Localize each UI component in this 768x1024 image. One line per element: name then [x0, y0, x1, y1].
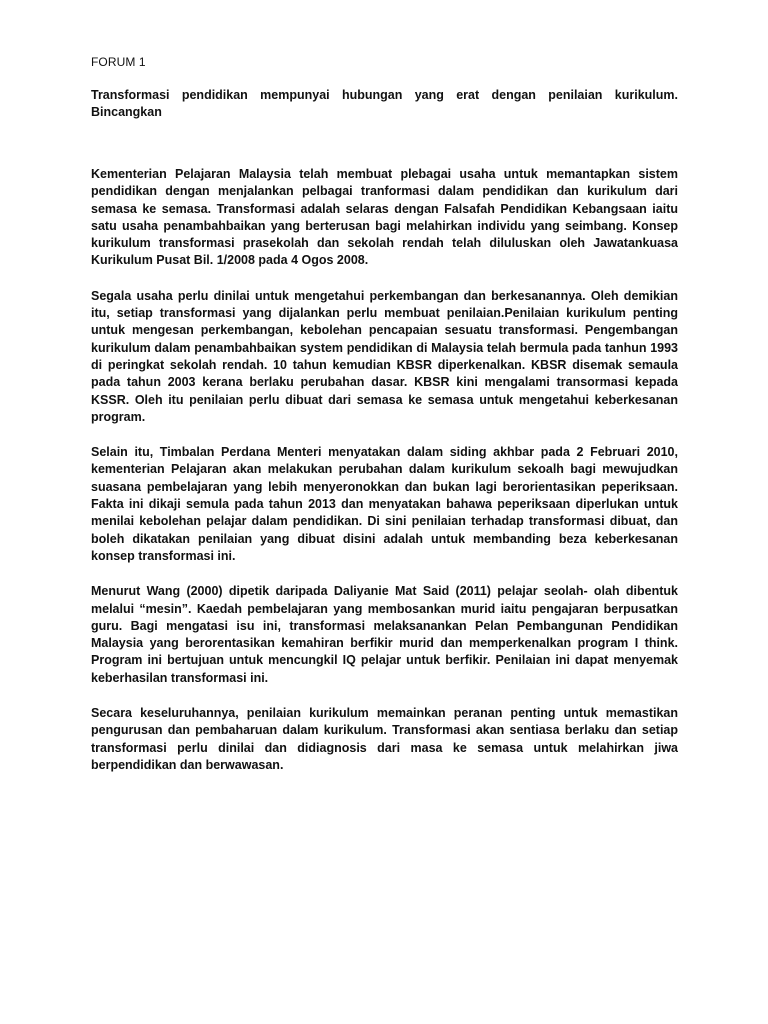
paragraph-deputy-pm: Selain itu, Timbalan Perdana Menteri menyatakan dalam siding akhbar pada 2 Februari 2010, kementerian Pelajaran akan melakukan perubahan dalam kurikulum sekoalh bagi mewujudkan suasana pembelajaran yang lebih menyeronokkan dan bukan lagi berorientasikan peperiksaan. Fakta ini dikaji semula pada tahun 2013 dan menyatakan bahawa peperiksaan diperlukan untuk menilai kebolehan pelajar dalam pendidikan. Di sini penilaian terhadap transformasi dibuat, dan boleh dikatakan penilaian yang dibuat disini adalah untuk membanding beza keberkesanan konsep transformasi ini.	[91, 445, 678, 563]
paragraph-wang: Menurut Wang (2000) dipetik daripada Daliyanie Mat Said (2011) pelajar seolah- olah dibentuk melalui “mesin”. Kaedah pembelajaran yang membosankan murid iaitu pengajaran berpusatkan guru. Bagi mengatasi isu ini, transformasi melaksanankan Pelan Pembangunan Pendidikan Malaysia yang berorentasikan kemahiran berfikir murid dan memperkenalkan program I think. Program ini bertujuan untuk mencungkil IQ pelajar untuk berfikir. Penilaian ini dapat menyemak keberhasilan transformasi ini.	[91, 584, 678, 685]
paragraph-evaluation: Segala usaha perlu dinilai untuk mengetahui perkembangan dan berkesanannya. Oleh demikian itu, setiap transformasi yang dijalankan perlu membuat penilaian.Penilaian kurikulum penting untuk mengesan perkembangan, kebolehan pencapaian sesuatu transformasi. Pengembangan kurikulum dalam penambahbaikan system pendidikan di Malaysia telah bermula pada tanhun 1993 di peringkat sekolah rendah. 10 tahun kemudian KBSR diperkenalkan. KBSR disemak semaula pada tahun 2003 kerana berlaku perubahan dasar. KBSR kini mengalami transormasi kepada KSSR. Oleh itu penilaian perlu dibuat dari semasa ke semasa untuk mengetahui keberkesanan program.	[91, 288, 678, 424]
document-body	[91, 54, 678, 792]
paragraph-conclusion: Secara keseluruhannya, penilaian kurikulum memainkan peranan penting untuk memastikan pengurusan dan pembaharuan dalam kurikulum. Transformasi akan sentiasa berlaku dan setiap transformasi perlu dinilai dan didiagnosis dari masa ke semasa untuk melahirkan jiwa berpendidikan dan berwawasan.	[91, 706, 678, 772]
forum-question: Transformasi pendidikan mempunyai hubungan yang erat dengan penilaian kurikulum. Bincangkan	[91, 88, 678, 119]
paragraph-intro: Kementerian Pelajaran Malaysia telah membuat plebagai usaha untuk memantapkan sistem pendidikan dengan menjalankan pelbagai tranformasi dalam pendidikan dan kurikulum dari semasa ke semasa. Transformasi adalah selaras dengan Falsafah Pendidikan Kebangsaan iaitu satu usaha penambahbaikan yang berterusan bagi melahirkan individu yang seimbang. Konsep kurikulum transformasi prasekolah dan sekolah rendah telah diluluskan oleh Jawatankuasa Kurikulum Pusat Bil. 1/2008 pada 4 Ogos 2008.	[91, 167, 678, 268]
forum-label: FORUM 1	[91, 55, 146, 69]
